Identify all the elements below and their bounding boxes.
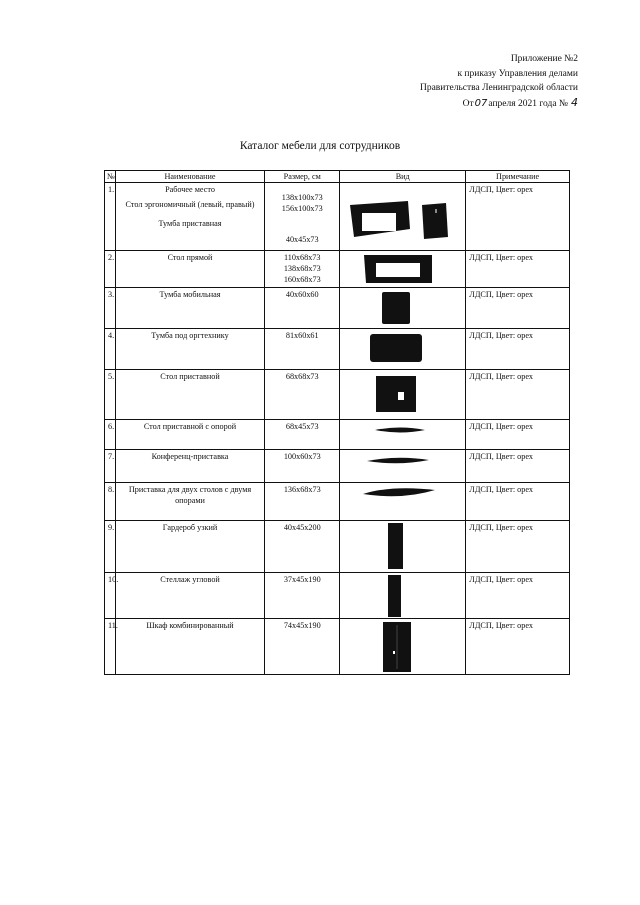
row-view	[340, 573, 466, 619]
row-number: 7.	[105, 450, 116, 483]
row-size: 37x45x190	[265, 573, 340, 619]
row-name-main: Рабочее место	[165, 185, 215, 194]
row-view	[340, 483, 466, 521]
row-size: 68x68x73	[265, 370, 340, 420]
row-view	[340, 450, 466, 483]
furniture-catalog-table	[104, 170, 570, 675]
row-number: 9.	[105, 521, 116, 573]
appendix-header	[420, 52, 578, 111]
row-view	[340, 370, 466, 420]
row-number: 8.	[105, 483, 116, 521]
row-size: 40x45x200	[265, 521, 340, 573]
row-note: ЛДСП, Цвет: орех	[466, 420, 570, 450]
order-reference: к приказу Управления делами	[457, 68, 578, 79]
row-name	[115, 183, 265, 251]
row-view	[340, 521, 466, 573]
row-note: ЛДСП, Цвет: орех	[466, 573, 570, 619]
office-equipment-cabinet-icon	[370, 334, 422, 362]
table-row	[105, 450, 570, 483]
page-title: Каталог мебели для сотрудников	[239, 140, 401, 152]
straight-desk-icon	[362, 253, 434, 285]
row-name: Шкаф комбинированный	[115, 619, 265, 675]
row-note: ЛДСП, Цвет: орех	[466, 619, 570, 675]
row-size-value: 156x100x73	[281, 204, 323, 213]
row-note: ЛДСП, Цвет: орех	[466, 288, 570, 329]
row-size: 136x68x73	[265, 483, 340, 521]
table-row	[105, 370, 570, 420]
side-table-icon	[374, 374, 418, 414]
row-view	[340, 329, 466, 370]
row-size-value: 40x45x73	[285, 235, 319, 244]
table-row	[105, 329, 570, 370]
table-row	[105, 521, 570, 573]
row-size-value: 138x100x73	[281, 193, 323, 202]
header-note: Примечание	[466, 171, 570, 183]
date-prefix: От	[462, 98, 474, 109]
header-name: Наименование	[115, 171, 265, 183]
row-view	[340, 251, 466, 288]
date-rest: апреля 2021 года №	[488, 98, 568, 109]
row-number: 3.	[105, 288, 116, 329]
row-name-sub: Тумба приставная	[158, 219, 222, 228]
corner-shelf-icon	[388, 575, 401, 617]
row-number: 1.	[105, 183, 116, 251]
header-number: №	[105, 171, 116, 183]
row-note: ЛДСП, Цвет: орех	[466, 450, 570, 483]
row-number: 10.	[105, 573, 116, 619]
row-view	[340, 288, 466, 329]
row-size-value: 138x68x73	[283, 264, 321, 273]
row-size: 74x45x190	[265, 619, 340, 675]
row-note: ЛДСП, Цвет: орех	[466, 251, 570, 288]
row-number: 11.	[105, 619, 116, 675]
row-view	[340, 420, 466, 450]
row-view	[340, 183, 466, 251]
table-row	[105, 483, 570, 521]
row-name: Гардероб узкий	[115, 521, 265, 573]
row-number: 2.	[105, 251, 116, 288]
row-name: Стол приставной	[115, 370, 265, 420]
row-size: 81x60x61	[265, 329, 340, 370]
row-size: 100x60x73	[265, 450, 340, 483]
row-size-value: 110x68x73	[283, 253, 321, 262]
two-desk-extension-icon	[362, 485, 436, 501]
table-row	[105, 183, 570, 251]
row-name: Стол прямой	[115, 251, 265, 288]
header-view: Вид	[340, 171, 466, 183]
row-name: Тумба под оргтехнику	[115, 329, 265, 370]
appendix-number: Приложение №2	[510, 54, 578, 64]
row-size: 40x60x60	[265, 288, 340, 329]
row-view	[340, 619, 466, 675]
row-name: Стеллаж угловой	[115, 573, 265, 619]
row-size-value: 160x68x73	[283, 275, 321, 284]
row-note: ЛДСП, Цвет: орех	[466, 521, 570, 573]
header-size: Размер, см	[265, 171, 340, 183]
table-row	[105, 573, 570, 619]
order-number-handwritten: 4	[571, 95, 578, 109]
mobile-pedestal-icon	[382, 292, 410, 324]
row-note: ЛДСП, Цвет: орех	[466, 183, 570, 251]
row-name: Приставка для двух столов с двумя опорами	[115, 483, 265, 521]
row-number: 6.	[105, 420, 116, 450]
row-note: ЛДСП, Цвет: орех	[466, 483, 570, 521]
row-note: ЛДСП, Цвет: орех	[466, 370, 570, 420]
conference-extension-icon	[366, 456, 430, 465]
narrow-wardrobe-icon	[388, 523, 403, 569]
row-size: 68x45x73	[265, 420, 340, 450]
table-row	[105, 288, 570, 329]
row-number: 4.	[105, 329, 116, 370]
ergonomic-desk-with-pedestal-icon	[348, 199, 452, 243]
row-name: Конференц-приставка	[115, 450, 265, 483]
row-size	[265, 183, 340, 251]
order-date-line	[420, 96, 578, 112]
row-name: Стол приставной с опорой	[115, 420, 265, 450]
table-row	[105, 251, 570, 288]
row-name-sub: Стол эргономичный (левый, правый)	[125, 200, 255, 209]
table-row	[105, 619, 570, 675]
row-size	[265, 251, 340, 288]
side-table-with-support-icon	[374, 426, 426, 434]
combined-cabinet-icon	[382, 621, 412, 673]
date-day-handwritten: 07	[474, 97, 488, 109]
row-note: ЛДСП, Цвет: орех	[466, 329, 570, 370]
row-number: 5.	[105, 370, 116, 420]
table-header-row	[105, 171, 570, 183]
government-name: Правительства Ленинградской области	[419, 83, 578, 93]
table-row	[105, 420, 570, 450]
row-name: Тумба мобильная	[115, 288, 265, 329]
